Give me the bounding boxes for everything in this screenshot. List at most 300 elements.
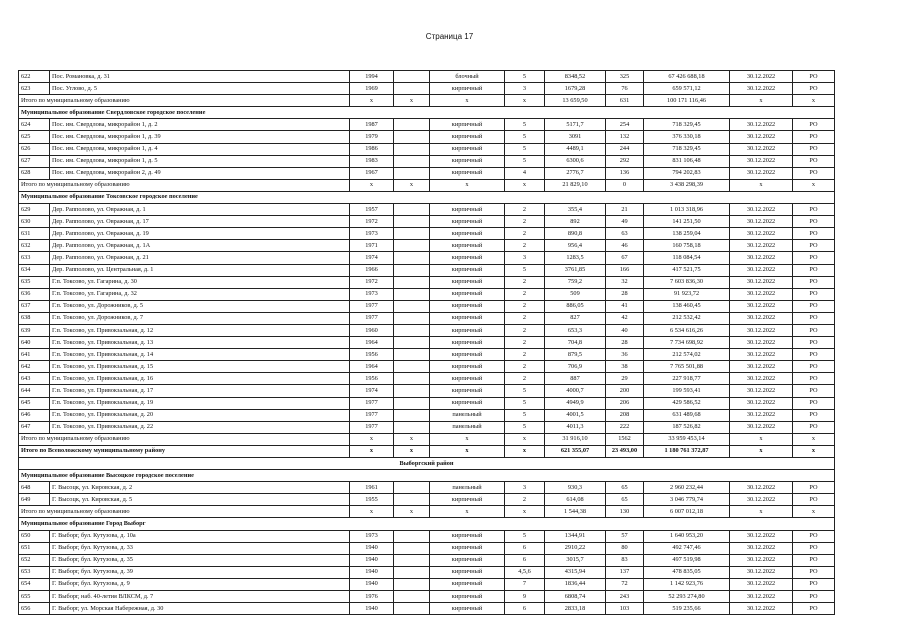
deadline-cell: 30.12.2022 xyxy=(730,276,793,288)
floors-cell: 2 xyxy=(505,337,545,349)
extra-cell: x xyxy=(394,506,430,518)
address-cell: Г.п. Токсово, ул. Привокзальная, д. 17 xyxy=(50,385,350,397)
residents-cell: 29 xyxy=(606,373,644,385)
address-cell: Дер. Рапполово, ул. Овражная, д. 21 xyxy=(50,252,350,264)
address-cell: Г. Выборг, бул. Кутузова, д. 35 xyxy=(50,554,350,566)
housing-register-table xyxy=(18,70,835,615)
table-row xyxy=(19,276,835,288)
area-cell: 879,5 xyxy=(545,349,606,361)
area-cell: 2910,22 xyxy=(545,542,606,554)
method-cell: РО xyxy=(793,337,835,349)
extra-cell xyxy=(394,349,430,361)
row-number-cell: 631 xyxy=(19,228,50,240)
wall-material-cell: кирпичный xyxy=(430,228,505,240)
extra-cell xyxy=(394,554,430,566)
area-cell: 13 659,50 xyxy=(545,95,606,107)
method-cell: РО xyxy=(793,530,835,542)
cost-cell: 1 640 953,20 xyxy=(644,530,730,542)
extra-cell: x xyxy=(394,445,430,457)
row-number-cell: 625 xyxy=(19,131,50,143)
area-cell: 1283,5 xyxy=(545,252,606,264)
row-number-cell: 656 xyxy=(19,603,50,615)
row-number-cell: 623 xyxy=(19,83,50,95)
area-cell: 827 xyxy=(545,312,606,324)
table-row xyxy=(19,228,835,240)
address-cell: Г. Выборг, бул. Кутузова, д. 10а xyxy=(50,530,350,542)
extra-cell xyxy=(394,252,430,264)
table-row xyxy=(19,603,835,615)
floors-cell: 4,5,6 xyxy=(505,566,545,578)
deadline-cell: 30.12.2022 xyxy=(730,119,793,131)
method-cell: РО xyxy=(793,361,835,373)
wall-material-cell: x xyxy=(430,95,505,107)
area-cell: 5171,7 xyxy=(545,119,606,131)
year-cell: 1974 xyxy=(350,385,394,397)
residents-cell: 67 xyxy=(606,252,644,264)
year-cell: 1977 xyxy=(350,421,394,433)
floors-cell: 6 xyxy=(505,554,545,566)
wall-material-cell: кирпичный xyxy=(430,143,505,155)
deadline-cell: 30.12.2022 xyxy=(730,204,793,216)
residents-cell: 244 xyxy=(606,143,644,155)
residents-cell: 63 xyxy=(606,228,644,240)
extra-cell xyxy=(394,131,430,143)
area-cell: 4315,94 xyxy=(545,566,606,578)
address-cell: Г.п. Токсово, ул. Дорожников, д. 5 xyxy=(50,300,350,312)
wall-material-cell: кирпичный xyxy=(430,578,505,590)
table-row xyxy=(19,204,835,216)
area-cell: 509 xyxy=(545,288,606,300)
wall-material-cell: кирпичный xyxy=(430,494,505,506)
area-cell: 8348,52 xyxy=(545,71,606,83)
address-cell: Г.п. Токсово, ул. Привокзальная, д. 15 xyxy=(50,361,350,373)
floors-cell: 2 xyxy=(505,361,545,373)
area-cell: 31 916,10 xyxy=(545,433,606,445)
wall-material-cell: кирпичный xyxy=(430,337,505,349)
floors-cell: 4 xyxy=(505,167,545,179)
wall-material-cell: кирпичный xyxy=(430,397,505,409)
wall-material-cell: кирпичный xyxy=(430,542,505,554)
extra-cell: x xyxy=(394,95,430,107)
method-cell: РО xyxy=(793,421,835,433)
year-cell: 1972 xyxy=(350,276,394,288)
deadline-cell: 30.12.2022 xyxy=(730,349,793,361)
table-row xyxy=(19,385,835,397)
address-cell: Дер. Рапполово, ул. Овражная, д. 1 xyxy=(50,204,350,216)
year-cell: 1974 xyxy=(350,252,394,264)
row-number-cell: 630 xyxy=(19,216,50,228)
residents-cell: 42 xyxy=(606,312,644,324)
method-cell: РО xyxy=(793,143,835,155)
municipality-total-row xyxy=(19,95,835,107)
cost-cell: 91 923,72 xyxy=(644,288,730,300)
table-row xyxy=(19,119,835,131)
wall-material-cell: x xyxy=(430,506,505,518)
residents-cell: 137 xyxy=(606,566,644,578)
deadline-cell: 30.12.2022 xyxy=(730,288,793,300)
extra-cell xyxy=(394,337,430,349)
table-row xyxy=(19,252,835,264)
wall-material-cell: кирпичный xyxy=(430,276,505,288)
cost-cell: 7 734 698,92 xyxy=(644,337,730,349)
table-row xyxy=(19,155,835,167)
floors-cell: 2 xyxy=(505,324,545,336)
extra-cell xyxy=(394,288,430,300)
method-cell: РО xyxy=(793,397,835,409)
extra-cell xyxy=(394,409,430,421)
row-number-cell: 639 xyxy=(19,324,50,336)
residents-cell: 65 xyxy=(606,494,644,506)
extra-cell xyxy=(394,421,430,433)
table-row xyxy=(19,337,835,349)
address-cell: Пос. им. Свердлова, микрорайон 1, д. 39 xyxy=(50,131,350,143)
district-name: Выборгский район xyxy=(19,458,835,470)
municipality-header-row xyxy=(19,470,835,482)
cost-cell: 52 293 274,80 xyxy=(644,591,730,603)
cost-cell: 160 758,18 xyxy=(644,240,730,252)
row-number-cell: 644 xyxy=(19,385,50,397)
floors-cell: x xyxy=(505,179,545,191)
cost-cell: 7 765 501,88 xyxy=(644,361,730,373)
deadline-cell: 30.12.2022 xyxy=(730,603,793,615)
method-cell: РО xyxy=(793,494,835,506)
table-row xyxy=(19,494,835,506)
area-cell: 3015,7 xyxy=(545,554,606,566)
cost-cell: 2 960 232,44 xyxy=(644,482,730,494)
cost-cell: 1 013 318,96 xyxy=(644,204,730,216)
row-number-cell: 624 xyxy=(19,119,50,131)
wall-material-cell: кирпичный xyxy=(430,83,505,95)
address-cell: Г.п. Токсово, ул. Привокзальная, д. 14 xyxy=(50,349,350,361)
cost-cell: 227 918,77 xyxy=(644,373,730,385)
deadline-cell: x xyxy=(730,445,793,457)
method-cell: РО xyxy=(793,83,835,95)
area-cell: 704,8 xyxy=(545,337,606,349)
residents-cell: 72 xyxy=(606,578,644,590)
residents-cell: 80 xyxy=(606,542,644,554)
wall-material-cell: кирпичный xyxy=(430,554,505,566)
cost-cell: 659 571,12 xyxy=(644,83,730,95)
district-total-row xyxy=(19,445,835,457)
area-cell: 892 xyxy=(545,216,606,228)
table-row xyxy=(19,167,835,179)
year-cell: 1973 xyxy=(350,530,394,542)
extra-cell xyxy=(394,385,430,397)
floors-cell: 2 xyxy=(505,288,545,300)
area-cell: 4949,9 xyxy=(545,397,606,409)
extra-cell xyxy=(394,494,430,506)
year-cell: 1994 xyxy=(350,71,394,83)
total-label: Итого по муниципальному образованию xyxy=(19,179,350,191)
wall-material-cell: кирпичный xyxy=(430,155,505,167)
area-cell: 930,3 xyxy=(545,482,606,494)
row-number-cell: 641 xyxy=(19,349,50,361)
floors-cell: 3 xyxy=(505,83,545,95)
method-cell: РО xyxy=(793,603,835,615)
row-number-cell: 647 xyxy=(19,421,50,433)
table-row xyxy=(19,566,835,578)
area-cell: 887 xyxy=(545,373,606,385)
wall-material-cell: кирпичный xyxy=(430,373,505,385)
address-cell: Г.п. Токсово, ул. Гагарина, д. 32 xyxy=(50,288,350,300)
wall-material-cell: кирпичный xyxy=(430,119,505,131)
year-cell: 1940 xyxy=(350,578,394,590)
method-cell: РО xyxy=(793,264,835,276)
extra-cell xyxy=(394,155,430,167)
table-row xyxy=(19,349,835,361)
year-cell: 1971 xyxy=(350,240,394,252)
extra-cell xyxy=(394,240,430,252)
table-row xyxy=(19,361,835,373)
address-cell: Пос. им. Свердлова, микрорайон 2, д. 49 xyxy=(50,167,350,179)
floors-cell: 5 xyxy=(505,155,545,167)
floors-cell: 2 xyxy=(505,240,545,252)
table-row xyxy=(19,240,835,252)
table-row xyxy=(19,288,835,300)
method-cell: РО xyxy=(793,204,835,216)
area-cell: 1344,91 xyxy=(545,530,606,542)
table-row xyxy=(19,554,835,566)
method-cell: РО xyxy=(793,167,835,179)
floors-cell: x xyxy=(505,506,545,518)
residents-cell: 83 xyxy=(606,554,644,566)
residents-cell: 65 xyxy=(606,482,644,494)
cost-cell: 1 180 761 372,87 xyxy=(644,445,730,457)
year-cell: 1976 xyxy=(350,591,394,603)
residents-cell: 21 xyxy=(606,204,644,216)
deadline-cell: 30.12.2022 xyxy=(730,373,793,385)
extra-cell xyxy=(394,566,430,578)
area-cell: 614,08 xyxy=(545,494,606,506)
cost-cell: 478 835,05 xyxy=(644,566,730,578)
year-cell: 1972 xyxy=(350,216,394,228)
method-cell: РО xyxy=(793,155,835,167)
address-cell: Дер. Рапполово, ул. Центральная, д. 1 xyxy=(50,264,350,276)
address-cell: Г. Выборг, бул. Кутузова, д. 39 xyxy=(50,566,350,578)
method-cell: РО xyxy=(793,324,835,336)
residents-cell: 222 xyxy=(606,421,644,433)
method-cell: РО xyxy=(793,131,835,143)
method-cell: РО xyxy=(793,228,835,240)
floors-cell: 2 xyxy=(505,312,545,324)
floors-cell: 3 xyxy=(505,482,545,494)
cost-cell: 631 489,68 xyxy=(644,409,730,421)
residents-cell: 631 xyxy=(606,95,644,107)
year-cell: x xyxy=(350,95,394,107)
residents-cell: 136 xyxy=(606,167,644,179)
method-cell: РО xyxy=(793,578,835,590)
floors-cell: 3 xyxy=(505,252,545,264)
address-cell: Пос. им. Свердлова, микрорайон 1, д. 4 xyxy=(50,143,350,155)
row-number-cell: 654 xyxy=(19,578,50,590)
table-body xyxy=(19,71,835,615)
row-number-cell: 652 xyxy=(19,554,50,566)
residents-cell: 23 493,00 xyxy=(606,445,644,457)
cost-cell: 429 586,52 xyxy=(644,397,730,409)
cost-cell: 417 521,75 xyxy=(644,264,730,276)
cost-cell: 67 426 688,18 xyxy=(644,71,730,83)
deadline-cell: 30.12.2022 xyxy=(730,566,793,578)
year-cell: 1940 xyxy=(350,542,394,554)
year-cell: 1956 xyxy=(350,349,394,361)
extra-cell xyxy=(394,482,430,494)
address-cell: Г. Выборг, бул. Кутузова, д. 9 xyxy=(50,578,350,590)
cost-cell: 212 574,02 xyxy=(644,349,730,361)
row-number-cell: 645 xyxy=(19,397,50,409)
table-row xyxy=(19,71,835,83)
extra-cell xyxy=(394,373,430,385)
deadline-cell: 30.12.2022 xyxy=(730,312,793,324)
row-number-cell: 633 xyxy=(19,252,50,264)
residents-cell: 49 xyxy=(606,216,644,228)
table-row xyxy=(19,373,835,385)
extra-cell xyxy=(394,591,430,603)
method-cell: РО xyxy=(793,276,835,288)
cost-cell: 3 438 298,39 xyxy=(644,179,730,191)
method-cell: x xyxy=(793,433,835,445)
area-cell: 653,3 xyxy=(545,324,606,336)
total-label: Итого по муниципальному образованию xyxy=(19,95,350,107)
row-number-cell: 628 xyxy=(19,167,50,179)
year-cell: 1969 xyxy=(350,83,394,95)
residents-cell: 243 xyxy=(606,591,644,603)
row-number-cell: 635 xyxy=(19,276,50,288)
deadline-cell: 30.12.2022 xyxy=(730,155,793,167)
area-cell: 890,8 xyxy=(545,228,606,240)
table-row xyxy=(19,397,835,409)
extra-cell xyxy=(394,361,430,373)
year-cell: x xyxy=(350,179,394,191)
residents-cell: 292 xyxy=(606,155,644,167)
year-cell: 1973 xyxy=(350,228,394,240)
year-cell: 1964 xyxy=(350,361,394,373)
cost-cell: 794 202,83 xyxy=(644,167,730,179)
address-cell: Пос. Романовка, д. 31 xyxy=(50,71,350,83)
extra-cell xyxy=(394,276,430,288)
year-cell: 1961 xyxy=(350,482,394,494)
method-cell: РО xyxy=(793,566,835,578)
wall-material-cell: кирпичный xyxy=(430,349,505,361)
year-cell: 1957 xyxy=(350,204,394,216)
floors-cell: 7 xyxy=(505,578,545,590)
floors-cell: 2 xyxy=(505,216,545,228)
wall-material-cell: панельный xyxy=(430,421,505,433)
year-cell: 1977 xyxy=(350,300,394,312)
area-cell: 1679,28 xyxy=(545,83,606,95)
table-row xyxy=(19,421,835,433)
cost-cell: 831 106,48 xyxy=(644,155,730,167)
extra-cell xyxy=(394,397,430,409)
address-cell: Г.п. Токсово, ул. Дорожников, д. 7 xyxy=(50,312,350,324)
residents-cell: 57 xyxy=(606,530,644,542)
cost-cell: 718 329,45 xyxy=(644,119,730,131)
address-cell: Г. Высоцк, ул. Кировская, д. 2 xyxy=(50,482,350,494)
floors-cell: 6 xyxy=(505,603,545,615)
residents-cell: 166 xyxy=(606,264,644,276)
deadline-cell: 30.12.2022 xyxy=(730,240,793,252)
floors-cell: 5 xyxy=(505,264,545,276)
year-cell: 1977 xyxy=(350,312,394,324)
wall-material-cell: кирпичный xyxy=(430,252,505,264)
floors-cell: x xyxy=(505,433,545,445)
municipality-name: Муниципальное образование Токсовское городское поселение xyxy=(19,191,835,203)
floors-cell: 2 xyxy=(505,373,545,385)
wall-material-cell: кирпичный xyxy=(430,591,505,603)
residents-cell: 132 xyxy=(606,131,644,143)
year-cell: 1967 xyxy=(350,167,394,179)
area-cell: 4011,3 xyxy=(545,421,606,433)
deadline-cell: x xyxy=(730,95,793,107)
area-cell: 886,05 xyxy=(545,300,606,312)
extra-cell xyxy=(394,204,430,216)
residents-cell: 38 xyxy=(606,361,644,373)
floors-cell: x xyxy=(505,445,545,457)
deadline-cell: 30.12.2022 xyxy=(730,143,793,155)
row-number-cell: 637 xyxy=(19,300,50,312)
wall-material-cell: кирпичный xyxy=(430,264,505,276)
floors-cell: 2 xyxy=(505,228,545,240)
deadline-cell: 30.12.2022 xyxy=(730,83,793,95)
table-row xyxy=(19,131,835,143)
table-row xyxy=(19,542,835,554)
year-cell: 1977 xyxy=(350,409,394,421)
address-cell: Г.п. Токсово, ул. Привокзальная, д. 22 xyxy=(50,421,350,433)
area-cell: 4000,7 xyxy=(545,385,606,397)
method-cell: РО xyxy=(793,349,835,361)
address-cell: Г. Высоцк, ул. Кировская, д. 5 xyxy=(50,494,350,506)
area-cell: 4489,1 xyxy=(545,143,606,155)
municipality-name: Муниципальное образование Свердловское городское поселение xyxy=(19,107,835,119)
area-cell: 355,4 xyxy=(545,204,606,216)
table-row xyxy=(19,300,835,312)
residents-cell: 206 xyxy=(606,397,644,409)
year-cell: 1979 xyxy=(350,131,394,143)
total-label: Итого по муниципальному образованию xyxy=(19,433,350,445)
address-cell: Г. Выборг, бул. Кутузова, д. 33 xyxy=(50,542,350,554)
floors-cell: 5 xyxy=(505,131,545,143)
table-row xyxy=(19,143,835,155)
deadline-cell: 30.12.2022 xyxy=(730,554,793,566)
method-cell: РО xyxy=(793,482,835,494)
deadline-cell: 30.12.2022 xyxy=(730,216,793,228)
area-cell: 1 544,38 xyxy=(545,506,606,518)
cost-cell: 1 142 923,76 xyxy=(644,578,730,590)
method-cell: РО xyxy=(793,119,835,131)
deadline-cell: 30.12.2022 xyxy=(730,167,793,179)
row-number-cell: 649 xyxy=(19,494,50,506)
address-cell: Г.п. Токсово, ул. Гагарина, д. 30 xyxy=(50,276,350,288)
row-number-cell: 629 xyxy=(19,204,50,216)
row-number-cell: 655 xyxy=(19,591,50,603)
row-number-cell: 626 xyxy=(19,143,50,155)
row-number-cell: 632 xyxy=(19,240,50,252)
deadline-cell: 30.12.2022 xyxy=(730,542,793,554)
table-row xyxy=(19,482,835,494)
address-cell: Пос. Углово, д. 5 xyxy=(50,83,350,95)
method-cell: РО xyxy=(793,591,835,603)
residents-cell: 46 xyxy=(606,240,644,252)
cost-cell: 718 329,45 xyxy=(644,143,730,155)
deadline-cell: x xyxy=(730,179,793,191)
wall-material-cell: кирпичный xyxy=(430,167,505,179)
method-cell: РО xyxy=(793,312,835,324)
method-cell: РО xyxy=(793,216,835,228)
cost-cell: 492 747,46 xyxy=(644,542,730,554)
wall-material-cell: кирпичный xyxy=(430,530,505,542)
method-cell: РО xyxy=(793,409,835,421)
address-cell: Г.п. Токсово, ул. Привокзальная, д. 12 xyxy=(50,324,350,336)
municipality-header-row xyxy=(19,107,835,119)
